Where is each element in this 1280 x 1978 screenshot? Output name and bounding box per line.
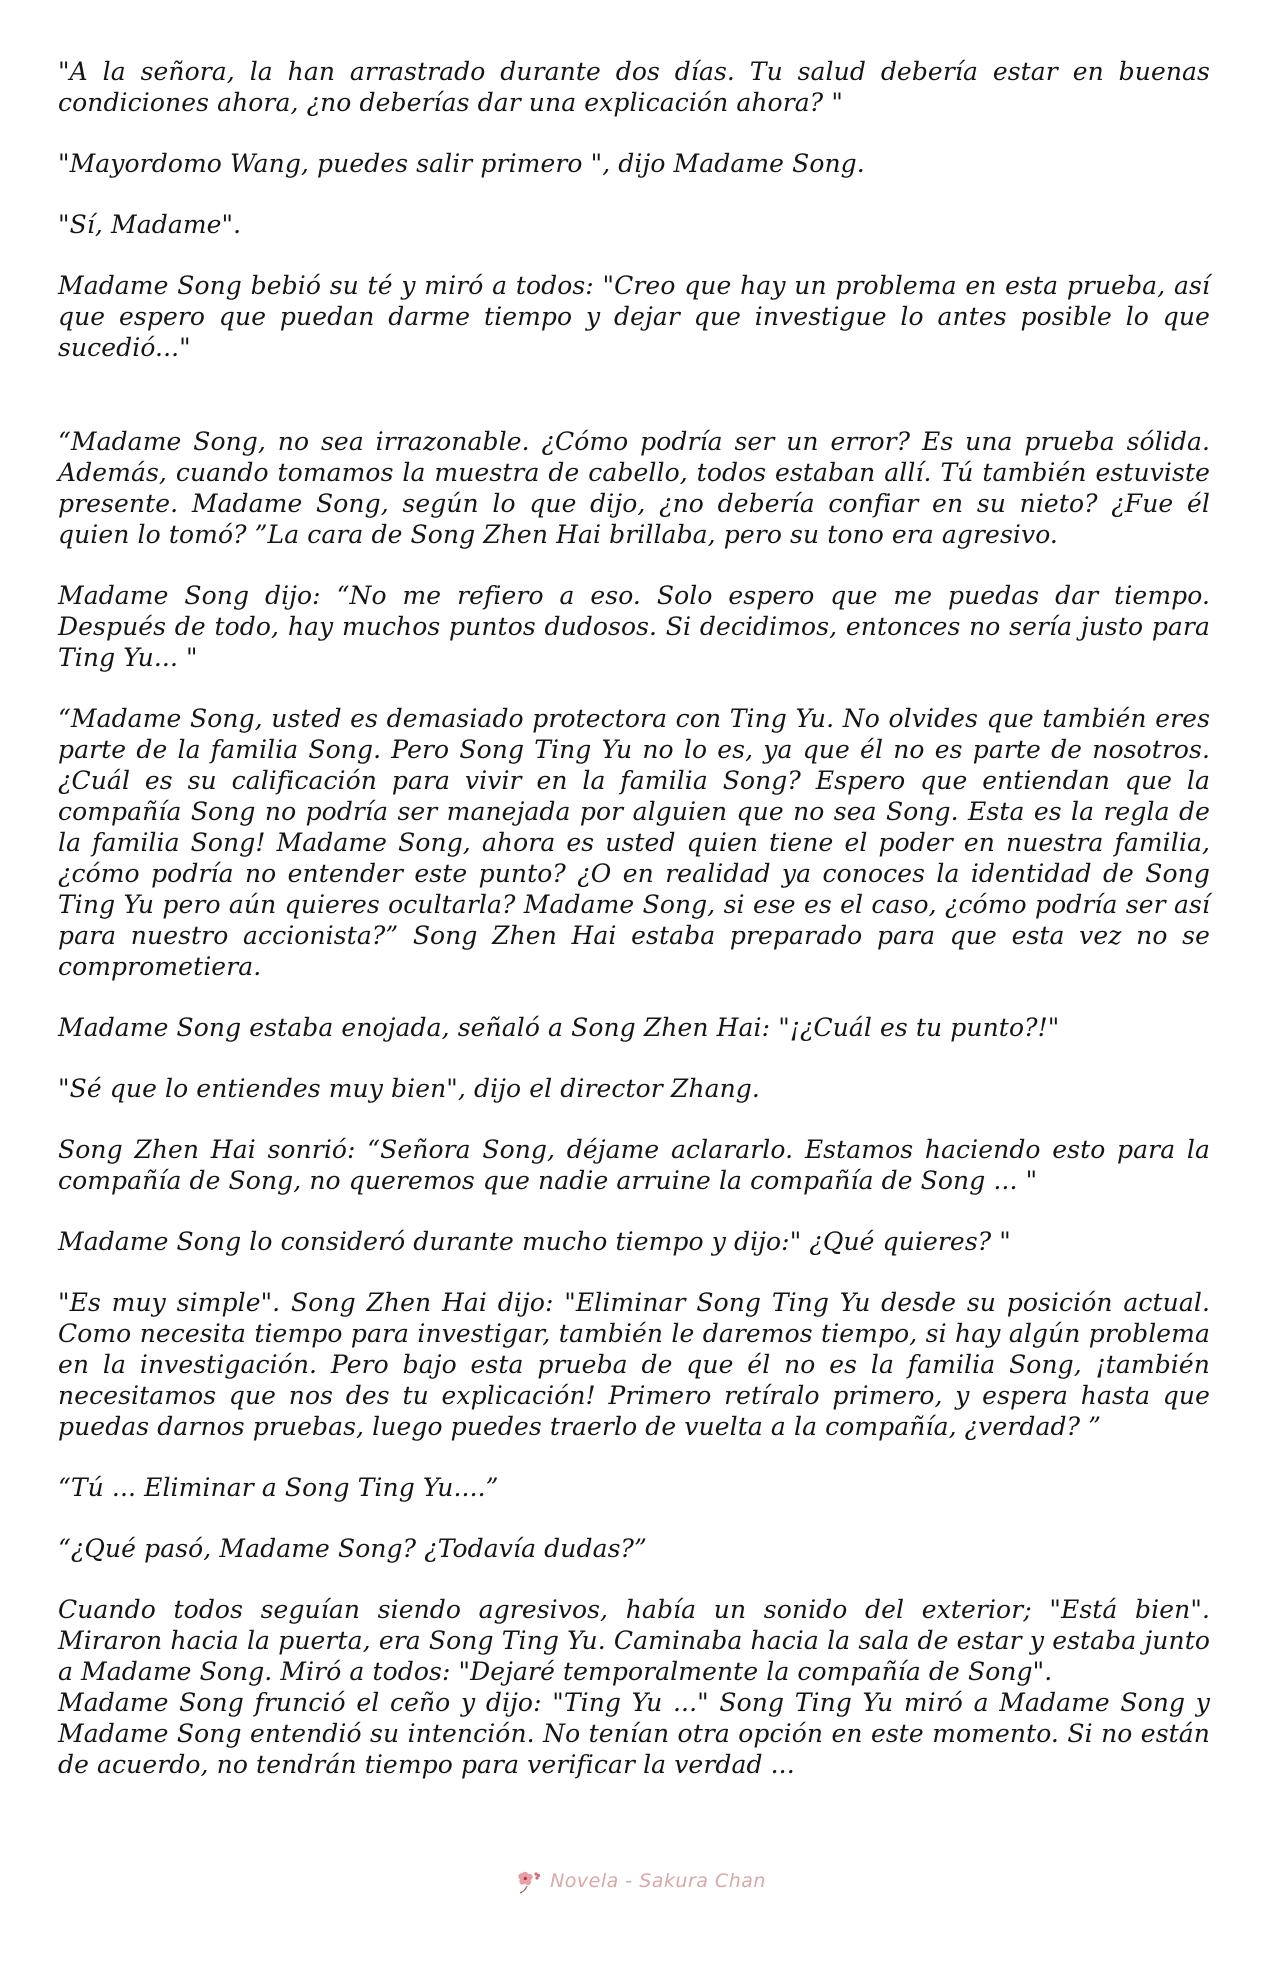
sakura-blossom-icon [514, 1866, 544, 1896]
paragraph-9: "Sé que lo entiendes muy bien", dijo el director Zhang. [58, 1074, 760, 1103]
paragraph-12: "Es muy simple". Song Zhen Hai dijo: "Eliminar Song Ting Yu desde su posición actual. Como necesita tiempo para investigar, también le daremos tiempo, si hay algún problema en la investigación. Pero bajo esta prueba de que él no es la familia Song, ¡también necesitamos que nos des tu explicación! Primero retíralo primero, y espera hasta que puedas darnos pruebas, luego puedes traerlo de vuelta a la compañía, ¿verdad? ” [58, 1288, 1210, 1441]
paragraph-3: "Sí, Madame". [58, 210, 242, 239]
paragraph-4: Madame Song bebió su té y miró a todos: "Creo que hay un problema en esta prueba, así que espero que puedan darme tiempo y dejar que investigue lo antes posible lo que sucedió..." [58, 271, 1210, 362]
paragraph-5: “Madame Song, no sea irrazonable. ¿Cómo podría ser un error? Es una prueba sólida. Además, cuando tomamos la muestra de cabello, todos estaban allí. Tú también estuviste presente. Madame Song, según lo que dijo, ¿no debería confiar en su nieto? ¿Fue él quien lo tomó? ”La cara de Song Zhen Hai brillaba, pero su tono era agresivo. [58, 427, 1210, 549]
paragraph-14: “¿Qué pasó, Madame Song? ¿Todavía dudas?” [58, 1534, 647, 1563]
paragraph-16: Madame Song frunció el ceño y dijo: "Ting Yu ..." Song Ting Yu miró a Madame Song y Madame Song entendió su intención. No tenían otra opción en este momento. Si no están de acuerdo, no tendrán tiempo para verificar la verdad ... [58, 1688, 1210, 1779]
paragraph-8: Madame Song estaba enojada, señaló a Song Zhen Hai: "¡¿Cuál es tu punto?!" [58, 1013, 1060, 1042]
paragraph-2: "Mayordomo Wang, puedes salir primero ", dijo Madame Song. [58, 149, 865, 178]
paragraph-13: “Tú ... Eliminar a Song Ting Yu....” [58, 1473, 499, 1502]
paragraph-15: Cuando todos seguían siendo agresivos, había un sonido del exterior; "Está bien". Miraron hacia la puerta, era Song Ting Yu. Caminaba hacia la sala de estar y estaba junto a Madame Song. Miró a todos: "Dejaré temporalmente la compañía de Song". [58, 1595, 1210, 1686]
paragraph-6: Madame Song dijo: “No me refiero a eso. Solo espero que me puedas dar tiempo. Después de todo, hay muchos puntos dudosos. Si decidimos, entonces no sería justo para Ting Yu... " [58, 581, 1210, 672]
paragraph-1: "A la señora, la han arrastrado durante dos días. Tu salud debería estar en buenas condiciones ahora, ¿no deberías dar una explicación ahora? " [58, 57, 1210, 117]
footer-text: Novela - Sakura Chan [550, 1870, 766, 1892]
paragraph-7: “Madame Song, usted es demasiado protectora con Ting Yu. No olvides que también eres parte de la familia Song. Pero Song Ting Yu no lo es, ya que él no es parte de nosotros. ¿Cuál es su calificación para vivir en la familia Song? Espero que entiendan que la compañía Song no podría ser manejada por alguien que no sea Song. Esta es la regla de la familia Song! Madame Song, ahora es usted quien tiene el poder en nuestra familia, ¿cómo podría no entender este punto? ¿O en realidad ya conoces la identidad de Song Ting Yu pero aún quieres ocultarla? Madame Song, si ese es el caso, ¿cómo podría ser así para nuestro accionista?” Song Zhen Hai estaba preparado para que esta vez no se comprometiera. [58, 704, 1210, 981]
footer-watermark [0, 1866, 1280, 1906]
paragraph-11: Madame Song lo consideró durante mucho tiempo y dijo:" ¿Qué quieres? " [58, 1227, 1011, 1256]
paragraph-10: Song Zhen Hai sonrió: “Señora Song, déjame aclararlo. Estamos haciendo esto para la compañía de Song, no queremos que nadie arruine la compañía de Song ... " [58, 1135, 1210, 1195]
